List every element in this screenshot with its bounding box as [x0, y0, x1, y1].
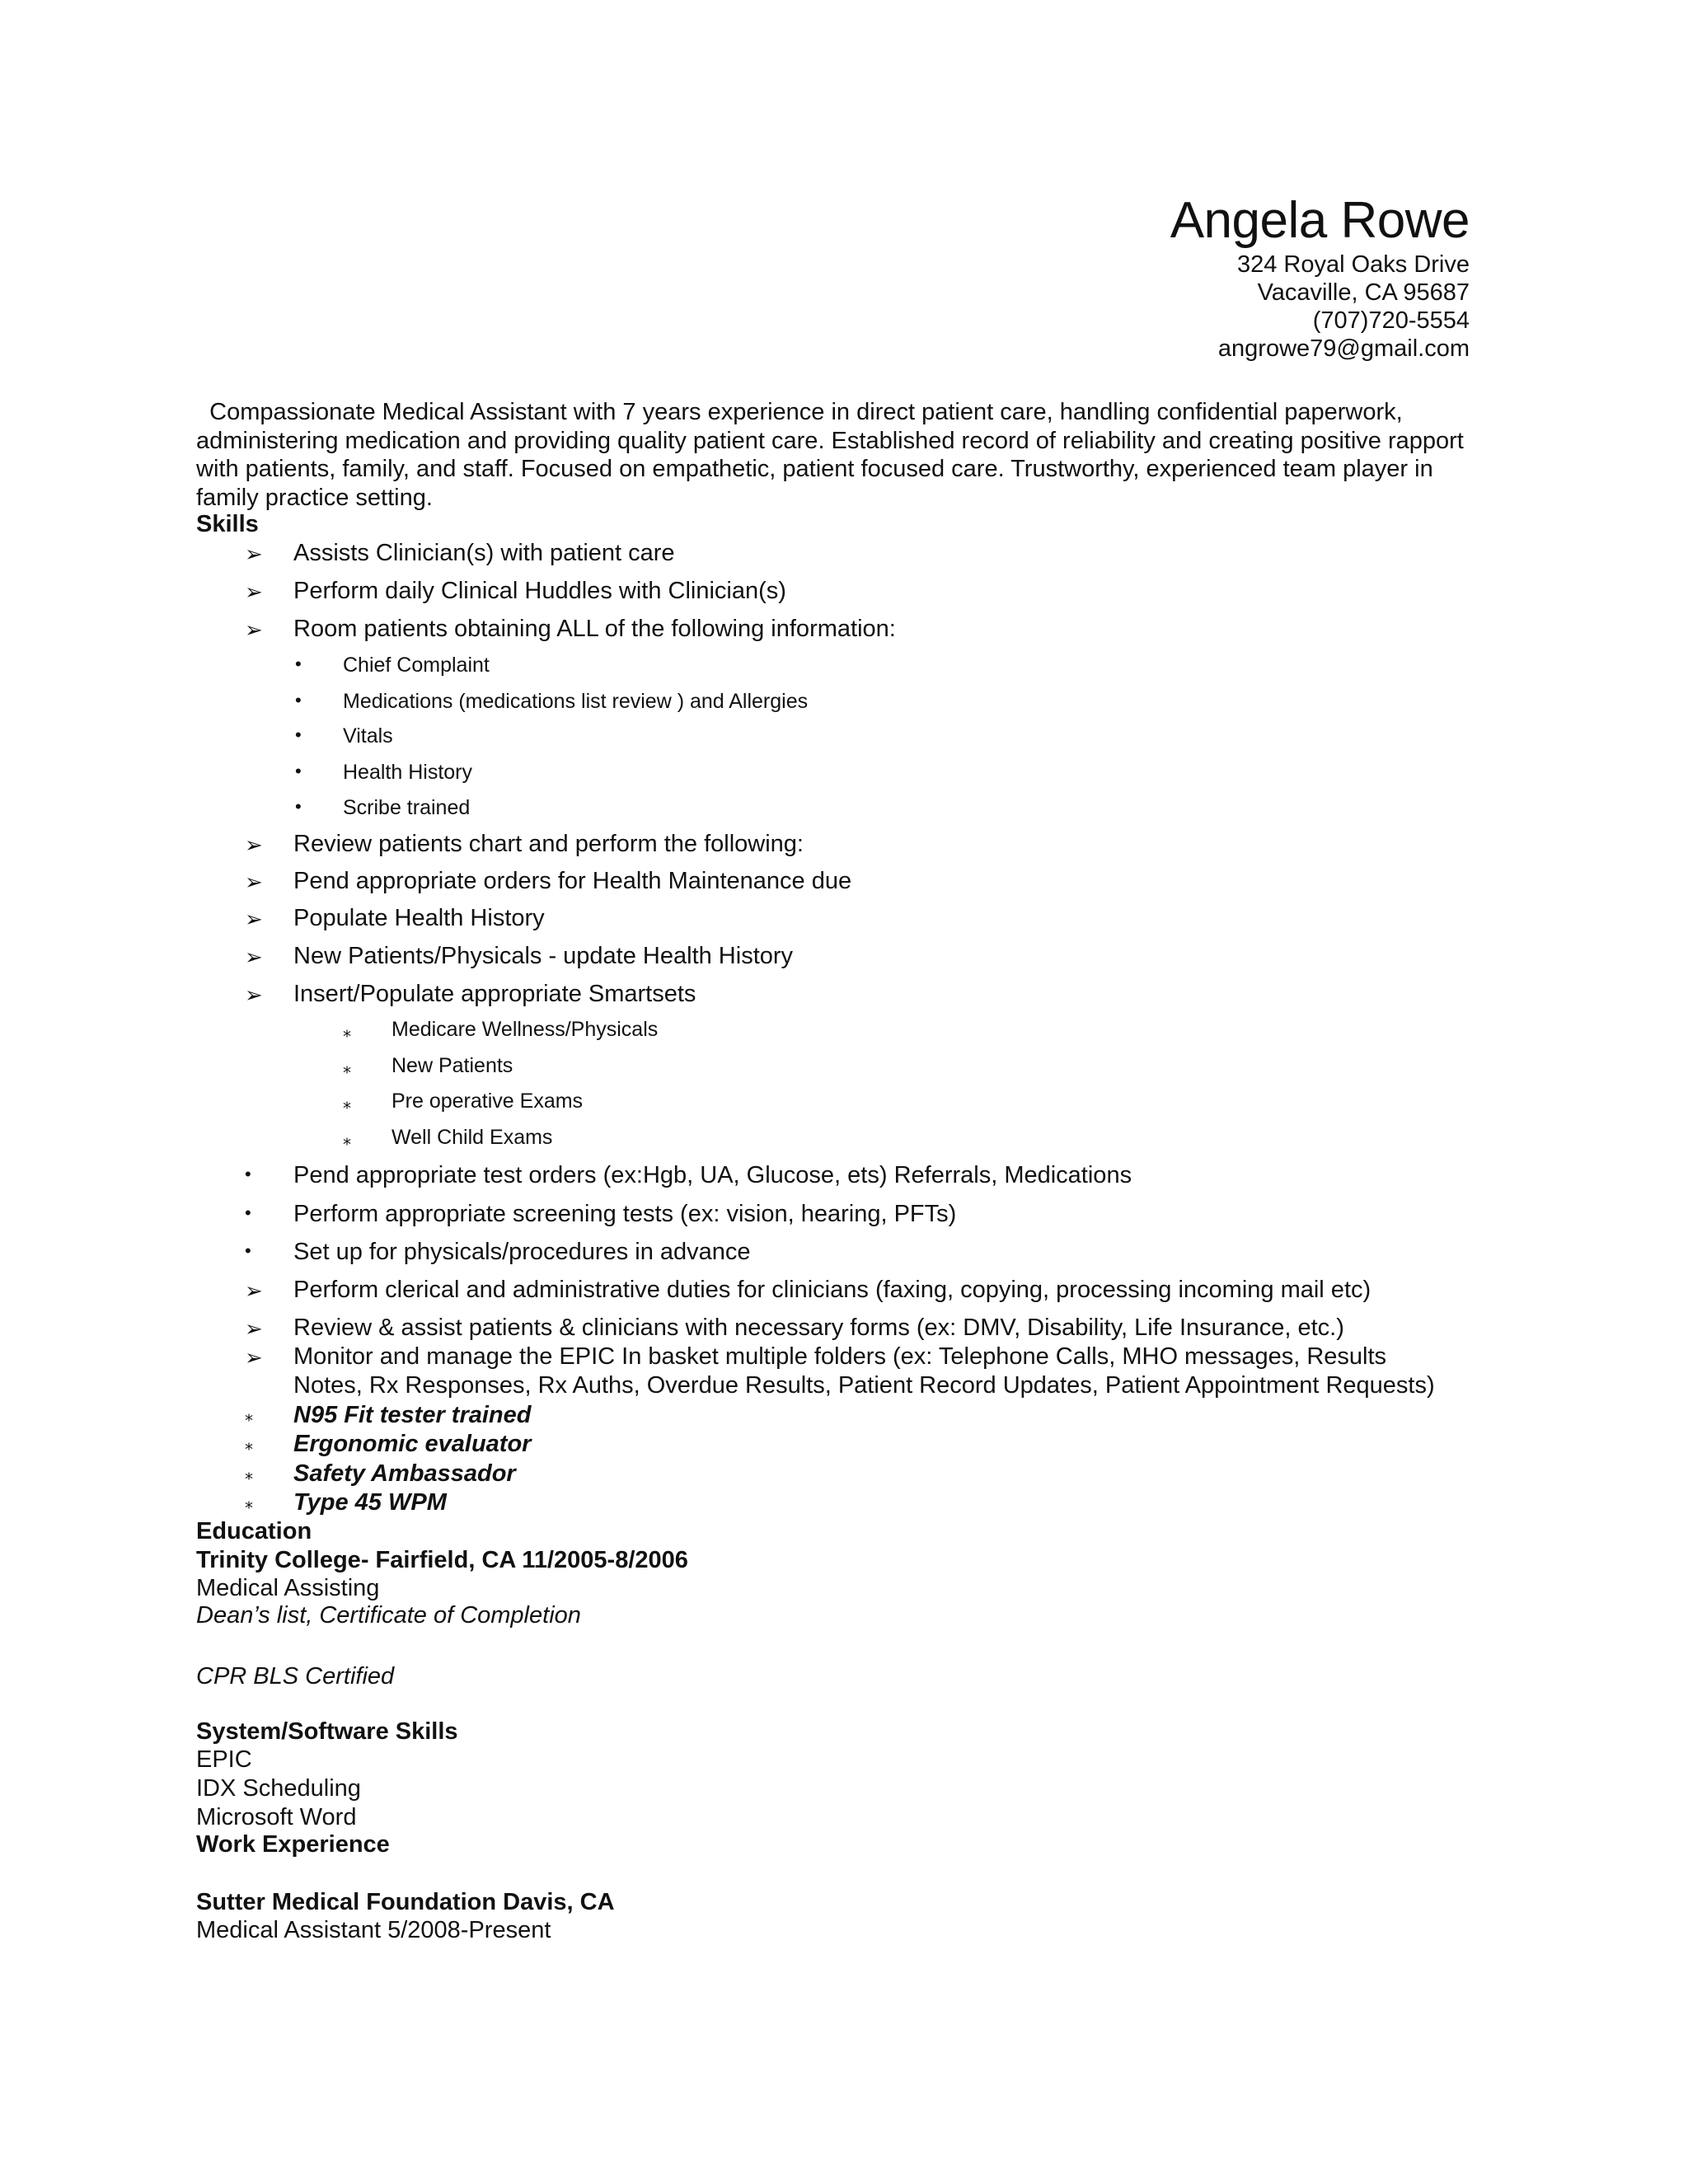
professional-summary [196, 398, 1482, 512]
skill-item: Monitor and manage the EPIC In basket multiple folders (ex: Telephone Calls, MHO messages, Results [293, 1343, 1387, 1370]
arrow-bullet-icon: ➢ [245, 832, 263, 857]
asterisk-bullet-icon: ⁎ [343, 1059, 351, 1077]
email-address: angrowe79@gmail.com [1217, 335, 1470, 362]
education-heading: Education [196, 1518, 312, 1544]
room-sub-item: Vitals [343, 724, 393, 748]
dot-skill-item: Perform appropriate screening tests (ex: vision, hearing, PFTs) [293, 1201, 957, 1227]
software-item: Microsoft Word [196, 1804, 357, 1830]
skill-item: Review & assist patients & clinicians with necessary forms (ex: DMV, Disability, Life Insurance, etc.) [293, 1315, 1344, 1341]
address-line-1: 324 Royal Oaks Drive [1236, 251, 1470, 278]
cpr-certification: CPR BLS Certified [196, 1663, 395, 1690]
asterisk-bullet-icon: ⁎ [245, 1494, 253, 1512]
skill-item: Pend appropriate orders for Health Maintenance due [293, 868, 852, 894]
cert-item: Type 45 WPM [293, 1489, 447, 1516]
arrow-bullet-icon: ➢ [245, 541, 263, 566]
dot-bullet-icon: • [245, 1240, 251, 1261]
arrow-bullet-icon: ➢ [245, 579, 263, 604]
dot-bullet-icon: • [295, 654, 302, 674]
arrow-bullet-icon: ➢ [245, 982, 263, 1007]
arrow-bullet-icon: ➢ [245, 617, 263, 642]
job-title-line: Medical Assistant 5/2008-Present [196, 1917, 551, 1943]
asterisk-bullet-icon: ⁎ [343, 1094, 351, 1113]
room-sub-item: Scribe trained [343, 796, 471, 819]
dot-bullet-icon: • [295, 761, 302, 781]
cert-item: Safety Ambassador [293, 1460, 516, 1487]
work-heading: Work Experience [196, 1831, 390, 1858]
asterisk-bullet-icon: ⁎ [343, 1131, 351, 1149]
skill-item: Populate Health History [293, 905, 545, 931]
software-item: IDX Scheduling [196, 1775, 361, 1802]
applicant-name: Angela Rowe [1170, 192, 1470, 249]
address-line-2: Vacaville, CA 95687 [1257, 279, 1470, 306]
skill-item: New Patients/Physicals - update Health History [293, 943, 794, 969]
arrow-bullet-icon: ➢ [245, 907, 263, 931]
skill-item-continued: Notes, Rx Responses, Rx Auths, Overdue Results, Patient Record Updates, Patient Appointment Requests) [293, 1372, 1435, 1399]
skill-item: Perform daily Clinical Huddles with Clinician(s) [293, 578, 786, 604]
contact-header [1170, 191, 1470, 363]
software-item: EPIC [196, 1746, 252, 1773]
room-sub-item: Medications (medications list review ) and Allergies [343, 690, 809, 713]
cert-item: Ergonomic evaluator [293, 1431, 532, 1457]
dot-skill-item: Set up for physicals/procedures in advance [293, 1239, 751, 1265]
arrow-bullet-icon: ➢ [245, 1345, 263, 1370]
skill-item: Assists Clinician(s) with patient care [293, 540, 675, 566]
room-sub-item: Chief Complaint [343, 654, 490, 677]
dot-bullet-icon: • [295, 724, 302, 745]
dot-bullet-icon: • [245, 1202, 251, 1223]
asterisk-bullet-icon: ⁎ [245, 1407, 253, 1425]
skill-item: Review patients chart and perform the following: [293, 831, 804, 857]
asterisk-bullet-icon: ⁎ [245, 1436, 253, 1454]
smartset-sub-item: Well Child Exams [392, 1126, 553, 1149]
skill-item: Insert/Populate appropriate Smartsets [293, 981, 696, 1007]
skill-item: Perform clerical and administrative duties for clinicians (faxing, copying, processing incoming mail etc) [293, 1277, 1372, 1303]
employer-line: Sutter Medical Foundation Davis, CA [196, 1889, 615, 1915]
arrow-bullet-icon: ➢ [245, 1278, 263, 1303]
software-heading: System/Software Skills [196, 1718, 458, 1745]
skills-heading: Skills [196, 511, 259, 537]
cert-item: N95 Fit tester trained [293, 1402, 532, 1428]
arrow-bullet-icon: ➢ [245, 1316, 263, 1341]
dot-bullet-icon: • [295, 690, 302, 710]
asterisk-bullet-icon: ⁎ [245, 1465, 253, 1483]
smartset-sub-item: Medicare Wellness/Physicals [392, 1018, 659, 1041]
room-sub-item: Health History [343, 761, 472, 784]
arrow-bullet-icon: ➢ [245, 869, 263, 894]
skill-item: Room patients obtaining ALL of the following information: [293, 616, 896, 642]
school-line: Trinity College- Fairfield, CA 11/2005-8/2006 [196, 1547, 688, 1573]
smartset-sub-item: Pre operative Exams [392, 1090, 584, 1113]
arrow-bullet-icon: ➢ [245, 944, 263, 969]
dot-bullet-icon: • [295, 796, 302, 817]
asterisk-bullet-icon: ⁎ [343, 1023, 351, 1041]
phone-number: (707)720-5554 [1312, 307, 1470, 334]
program-name: Medical Assisting [196, 1575, 380, 1601]
dot-skill-item: Pend appropriate test orders (ex:Hgb, UA, Glucose, ets) Referrals, Medications [293, 1162, 1132, 1188]
dot-bullet-icon: • [245, 1164, 251, 1184]
summary-text: Compassionate Medical Assistant with 7 years experience in direct patient care, handling confidential paperwork, administering medication and providing quality patient care. Established record of reliability and creating positive rapport with patients, family, and staff. Focused on empathetic, patient focused care. Trustworthy, experienced team player in family practice setting. [196, 399, 1464, 511]
honors-line: Dean’s list, Certificate of Completion [196, 1602, 581, 1629]
smartset-sub-item: New Patients [392, 1054, 513, 1077]
